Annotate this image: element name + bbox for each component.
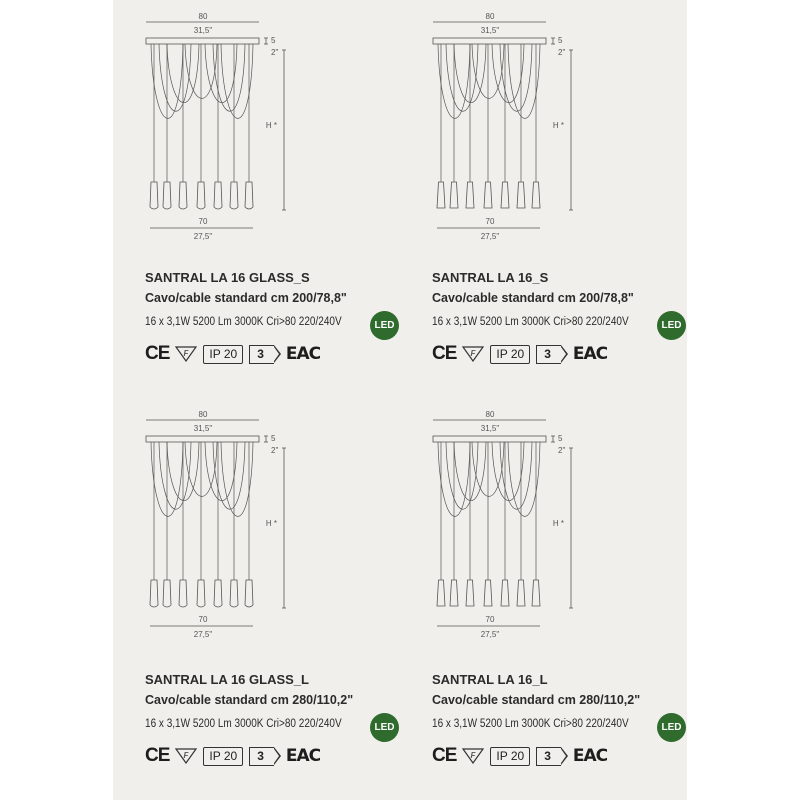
height-label: H *	[552, 519, 564, 528]
ip-rating: IP 20	[203, 345, 243, 364]
led-badge: LED	[370, 713, 399, 742]
drape-cable	[446, 442, 478, 509]
product-name: SANTRAL LA 16_L	[432, 672, 548, 687]
eac-mark: EAC	[572, 746, 608, 766]
glass-pendant	[163, 182, 171, 209]
canopy-height-cm: 5	[558, 434, 563, 443]
canopy-height-in: 2"	[271, 48, 279, 57]
ip-rating: IP 20	[490, 345, 530, 364]
pendant-light	[437, 182, 445, 208]
glass-pendant	[245, 182, 253, 209]
pendant-light	[501, 580, 509, 606]
led-badge: LED	[657, 713, 686, 742]
f-mark-letter: F	[183, 751, 189, 760]
class-three-mark	[249, 747, 274, 766]
pendant-light	[466, 182, 474, 208]
cable-spec: Cavo/cable standard cm 200/78,8"	[432, 291, 634, 305]
bottom-width-cm: 70	[485, 615, 495, 624]
product-name: SANTRAL LA 16 GLASS_L	[145, 672, 309, 687]
pendant-light	[437, 580, 445, 606]
pendant-light	[517, 182, 525, 208]
certification-marks	[432, 744, 607, 768]
ce-mark: CE	[145, 745, 170, 766]
top-width-cm: 80	[198, 410, 208, 419]
canopy-height-cm: 5	[271, 36, 276, 45]
canopy-height-in: 2"	[558, 446, 566, 455]
ip-rating: IP 20	[203, 747, 243, 766]
glass-pendant	[197, 580, 205, 607]
class-number: 3	[544, 346, 551, 361]
canopy-height-cm: 5	[558, 36, 563, 45]
pendant-light	[466, 580, 474, 606]
glass-pendant	[150, 182, 158, 209]
eac-mark: EAC	[285, 344, 321, 364]
bottom-width-in: 27,5"	[480, 232, 500, 241]
dimension-drawing	[113, 0, 400, 250]
product-name: SANTRAL LA 16 GLASS_S	[145, 270, 310, 285]
product-card	[400, 0, 687, 400]
drape-cable	[159, 44, 191, 111]
product-card	[113, 0, 400, 400]
cable-spec: Cavo/cable standard cm 280/110,2"	[432, 693, 641, 707]
f-mark-letter: F	[470, 751, 476, 760]
ip-rating: IP 20	[490, 747, 530, 766]
power-spec: 16 x 3,1W 5200 Lm 3000K Cri>80 220/240V	[145, 316, 342, 328]
bottom-width-cm: 70	[485, 217, 495, 226]
canopy-height-in: 2"	[558, 48, 566, 57]
height-label: H *	[552, 121, 564, 130]
pendant-light	[532, 182, 540, 208]
ce-mark: CE	[145, 343, 170, 364]
glass-pendant	[214, 580, 222, 607]
pendant-light	[450, 580, 458, 606]
product-card	[113, 400, 400, 800]
bottom-width-in: 27,5"	[193, 630, 213, 639]
dimension-drawing	[113, 400, 400, 650]
power-spec: 16 x 3,1W 5200 Lm 3000K Cri>80 220/240V	[145, 718, 342, 730]
class-three-mark	[536, 747, 561, 766]
product-card	[400, 400, 687, 800]
ce-mark: CE	[432, 745, 457, 766]
height-label: H *	[265, 121, 277, 130]
glass-pendant	[179, 182, 187, 209]
top-width-in: 31,5"	[193, 26, 213, 35]
eac-mark: EAC	[285, 746, 321, 766]
drape-cable	[159, 442, 191, 509]
f-mark-icon	[462, 748, 484, 764]
pendant-light	[517, 580, 525, 606]
bottom-width-in: 27,5"	[480, 630, 500, 639]
pendant-light	[450, 182, 458, 208]
f-mark-letter: F	[183, 349, 189, 358]
glass-pendant	[245, 580, 253, 607]
class-three-mark	[249, 345, 274, 364]
bottom-width-in: 27,5"	[193, 232, 213, 241]
drape-cable	[508, 44, 540, 118]
drape-cable	[221, 44, 253, 118]
drape-cable	[446, 44, 478, 111]
top-width-cm: 80	[485, 12, 495, 21]
f-mark-icon	[462, 346, 484, 362]
power-spec: 16 x 3,1W 5200 Lm 3000K Cri>80 220/240V	[432, 316, 629, 328]
height-label: H *	[265, 519, 277, 528]
glass-pendant	[230, 182, 238, 209]
eac-mark: EAC	[572, 344, 608, 364]
dimension-drawing	[400, 0, 687, 250]
f-mark-icon	[175, 748, 197, 764]
glass-pendant	[197, 182, 205, 209]
certification-marks	[432, 342, 607, 366]
power-spec: 16 x 3,1W 5200 Lm 3000K Cri>80 220/240V	[432, 718, 629, 730]
glass-pendant	[230, 580, 238, 607]
canopy-height-cm: 5	[271, 434, 276, 443]
class-number: 3	[257, 748, 264, 763]
class-number: 3	[257, 346, 264, 361]
certification-marks	[145, 744, 320, 768]
cable-spec: Cavo/cable standard cm 200/78,8"	[145, 291, 347, 305]
top-width-in: 31,5"	[480, 26, 500, 35]
bottom-width-cm: 70	[198, 217, 208, 226]
top-width-in: 31,5"	[193, 424, 213, 433]
top-width-cm: 80	[485, 410, 495, 419]
canopy-height-in: 2"	[271, 446, 279, 455]
product-name: SANTRAL LA 16_S	[432, 270, 549, 285]
drape-cable	[508, 442, 540, 516]
dimension-drawing	[400, 400, 687, 650]
pendant-light	[484, 580, 492, 606]
cable-spec: Cavo/cable standard cm 280/110,2"	[145, 693, 354, 707]
top-width-in: 31,5"	[480, 424, 500, 433]
glass-pendant	[163, 580, 171, 607]
pendant-light	[501, 182, 509, 208]
pendant-light	[532, 580, 540, 606]
top-width-cm: 80	[198, 12, 208, 21]
ce-mark: CE	[432, 343, 457, 364]
f-mark-letter: F	[470, 349, 476, 358]
led-badge: LED	[370, 311, 399, 340]
class-number: 3	[544, 748, 551, 763]
class-three-mark	[536, 345, 561, 364]
led-badge: LED	[657, 311, 686, 340]
f-mark-icon	[175, 346, 197, 362]
bottom-width-cm: 70	[198, 615, 208, 624]
certification-marks	[145, 342, 320, 366]
glass-pendant	[150, 580, 158, 607]
drape-cable	[221, 442, 253, 516]
glass-pendant	[214, 182, 222, 209]
glass-pendant	[179, 580, 187, 607]
pendant-light	[484, 182, 492, 208]
